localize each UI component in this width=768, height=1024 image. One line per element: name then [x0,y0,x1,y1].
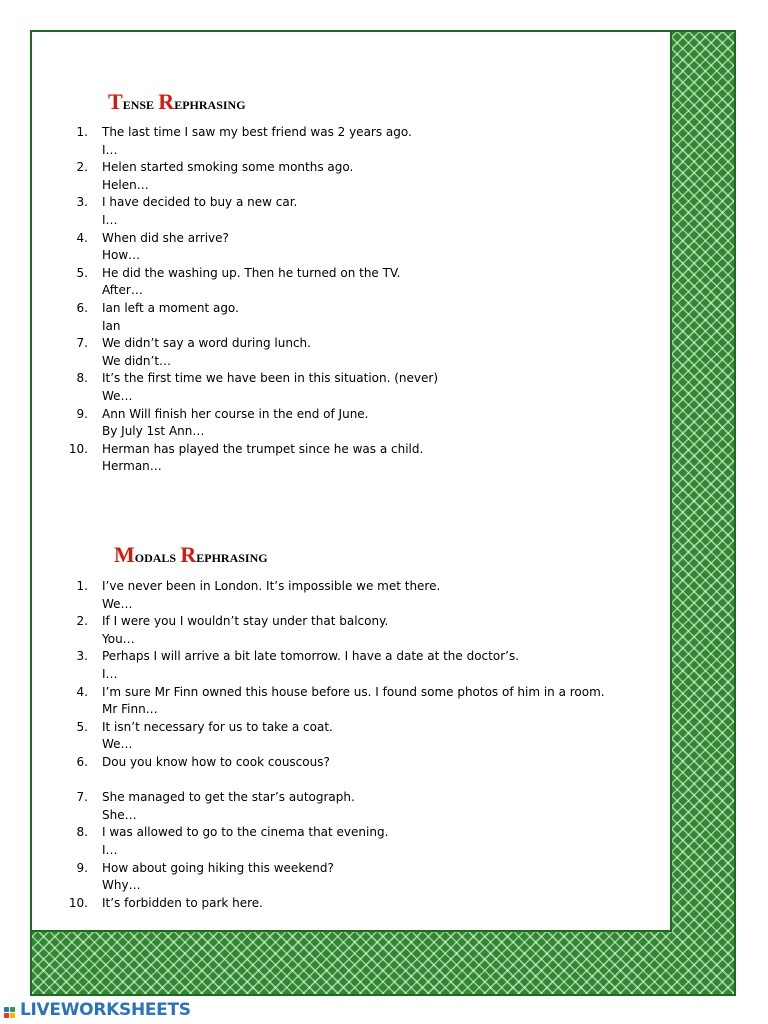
exercise-item [66,648,605,683]
tense-section-title [108,89,246,114]
answer-prompt: We didn’t… [102,353,172,368]
question-text: Perhaps I will arrive a bit late tomorrow. I have a date at the doctor’s. [102,649,520,664]
question-text: He did the washing up. Then he turned on the TV. [102,265,401,280]
answer-prompt: Helen… [102,177,149,192]
question-text: I’ve never been in London. It’s impossible we met there. [102,579,441,593]
item-number: 8. [76,825,88,840]
question-text: It’s forbidden to park here. [102,895,263,910]
item-number: 3. [76,195,88,210]
item-number: 6. [76,300,88,315]
exercise-item [66,370,438,405]
item-number: 4. [76,684,88,699]
exercise-item [66,124,438,159]
question-text: We didn’t say a word during lunch. [102,336,311,351]
question-text: She managed to get the star’s autograph. [102,790,355,805]
question-text: I was allowed to go to the cinema that evening. [102,825,389,840]
item-number: 9. [76,406,88,421]
question-text: Herman has played the trumpet since he was a child. [102,441,424,456]
answer-prompt: We… [102,596,133,611]
exercise-item [66,578,605,613]
item-number: 5. [76,719,88,734]
exercise-item [66,684,605,719]
answer-prompt [102,912,605,930]
liveworksheets-logo-icon [4,1001,18,1019]
answer-prompt: How… [102,248,141,263]
question-text: If I were you I wouldn’t stay under that balcony. [102,614,389,629]
answer-prompt: I… [102,666,118,681]
item-number: 5. [76,265,88,280]
title-initial: T [108,89,123,114]
item-number: 7. [76,336,88,351]
question-text: Helen started smoking some months ago. [102,160,354,175]
title-text: odals [134,547,181,566]
exercise-item [66,895,605,930]
item-number: 2. [76,614,88,629]
footer-branding[interactable] [4,998,191,1022]
item-number: 7. [76,790,88,805]
exercise-item [66,335,438,370]
item-number: 1. [76,579,88,593]
question-text: The last time I saw my best friend was 2 years ago. [102,125,412,139]
exercise-item [66,754,605,789]
answer-prompt: I… [102,212,118,227]
answer-prompt: I… [102,842,118,857]
item-number: 3. [76,649,88,664]
exercise-item [66,194,438,229]
title-initial: R [158,89,175,114]
item-number: 10. [68,895,88,910]
item-number: 4. [76,230,88,245]
exercise-item [66,159,438,194]
exercise-item [66,265,438,300]
question-text: Dou you know how to cook couscous? [102,754,330,769]
brand-name: LIVEWORKSHEETS [20,1000,191,1020]
question-text: I have decided to buy a new car. [102,195,298,210]
item-number: 1. [76,125,88,139]
question-text: I’m sure Mr Finn owned this house before us. I found some photos of him in a room. [102,684,605,699]
answer-prompt: Mr Finn… [102,702,158,717]
modals-section-title [114,542,268,567]
tense-exercise-list [66,124,438,476]
question-text: It isn’t necessary for us to take a coat. [102,719,333,734]
answer-prompt [102,772,605,790]
answer-prompt: We… [102,737,133,752]
answer-prompt: After… [102,283,143,298]
modals-exercise-list [66,578,605,930]
title-initial: M [114,542,135,567]
title-initial: R [180,542,197,567]
question-text: It’s the first time we have been in this situation. (never) [102,371,438,386]
answer-prompt: We… [102,388,133,403]
question-text: Ann Will finish her course in the end of June. [102,406,369,421]
item-number: 9. [76,860,88,875]
exercise-item [66,230,438,265]
exercise-item [66,300,438,335]
answer-prompt: By July 1st Ann… [102,424,205,439]
answer-prompt: I… [102,142,118,157]
question-text: Ian left a moment ago. [102,300,239,315]
question-text: When did she arrive? [102,230,229,245]
title-text: ephrasing [174,94,246,113]
exercise-item [66,789,605,824]
answer-prompt: Ian [102,318,121,333]
item-number: 10. [68,441,88,456]
exercise-item [66,613,605,648]
exercise-item [66,824,605,859]
item-number: 2. [76,160,88,175]
answer-prompt: You… [102,631,135,646]
exercise-item [66,719,605,754]
question-text: How about going hiking this weekend? [102,860,334,875]
exercise-item [66,441,438,476]
item-number: 6. [76,754,88,769]
answer-prompt: Why… [102,878,141,893]
title-text: ense [122,94,159,113]
title-text: ephrasing [196,547,268,566]
exercise-item [66,860,605,895]
item-number: 8. [76,371,88,386]
answer-prompt: She… [102,807,137,822]
exercise-item [66,406,438,441]
answer-prompt: Herman… [102,459,162,474]
